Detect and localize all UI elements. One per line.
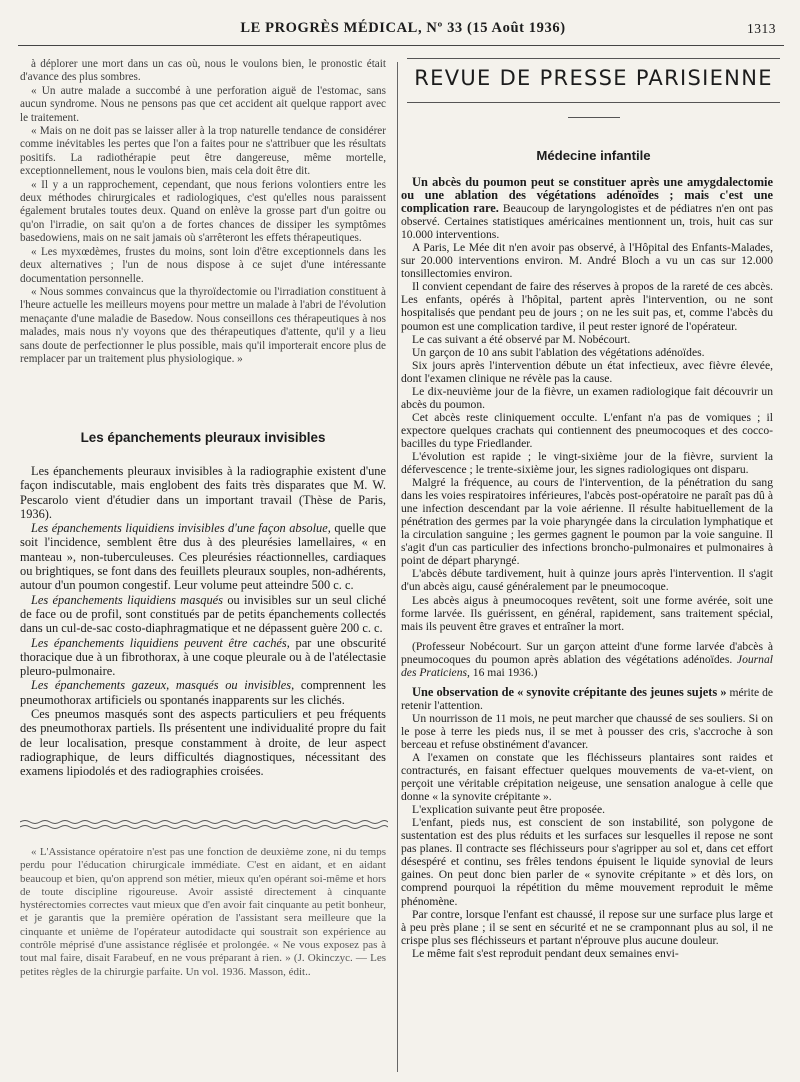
citation xyxy=(401,640,773,679)
page-number: 1313 xyxy=(747,21,776,36)
paragraph: « Un autre malade a succombé à une perforation aiguë de l'estomac, sans aucun syndrome. Nous ne pensons pas que cet accident ait quelque rapport avec le traitement. xyxy=(20,84,386,124)
paragraph: Il convient cependant de faire des réserves à propos de la rareté de ces abcès. Les enfants, opérés à l'hôpital, partent après l'intervention, ou ne sont hospitalisés que pendant peu de jours ; on ne les suit pas, et, comme l'abcès du poumon est une complication tardive, il peut rester ignoré de l'opérateur. xyxy=(401,280,773,333)
medecine-infantile-article xyxy=(401,176,773,960)
paragraph: Cet abcès reste cliniquement occulte. L'enfant n'a pas de vomiques ; il expectore quelques crachats qui contiennent des pneumocoques et des cocco-bacilles du type Friedlander. xyxy=(401,410,773,450)
paragraph: Malgré la fréquence, au cours de l'intervention, de la pénétration du sang dans les voies respiratoires inférieures, l'abcès post-opératoire ne paraît pas dû à une infection descendant par la voie aérienne. Il résulte habituellement de la pénétration des germes par la voie pharyngée dans la circulation lymphatique et la circulation sanguine ; les germes gagnent le poumon par la voie sanguine. Il s'agit d'un cas particulier des infections broncho-pulmonaires et pulmonaires à point de départ pharyngé. xyxy=(401,476,773,568)
paragraph: Ces pneumos masqués sont des aspects particuliers et peu fréquents des pneumothorax partiels. Ils présentent une individualité propre du fait de leur localisation, presque constamment à droite, de leur aspect radiographique, de leurs difficultés diagnostiques, nécessitant des examens lipiodolés et des radiographies croisées. xyxy=(20,707,386,779)
bold-lead: Un abcès du poumon peut se constituer après une amygdalectomie ou une ablation des végétations adénoïdes ; mais c'est une complication rare. xyxy=(401,175,773,216)
paragraph-text: ou invisibles sur un seul cliché de face ou de profil, sont constitués par de petits épanchements collectés dans un cul-de-sac costo-diaphragmatique et ne dépassent guère 200 c. c. xyxy=(20,592,386,636)
paragraph-text: mérite de retenir l'attention. xyxy=(401,685,774,712)
paragraph-text: comprennent les pneumothorax artificiels ou spontanés inapparents sur les clichés. xyxy=(20,678,386,707)
pleural-article xyxy=(20,464,386,779)
italic-lead: Les épanchements liquidiens masqués xyxy=(31,592,223,607)
paragraph: « Les myxœdèmes, frustes du moins, sont loin d'être exceptionnels dans les deux alternatives ; l'un de nous dispose à ce sujet d'une intéressante documentation personnelle. xyxy=(20,245,386,285)
paragraph: Le cas suivant a été observé par M. Nobécourt. xyxy=(412,332,631,346)
paragraph: Le même fait s'est reproduit pendant deux semaines envi- xyxy=(412,946,679,960)
paragraph-text: Beaucoup de laryngologistes et de pédiatres n'en ont pas observé. Certaines statistiques américaines mentionnent un, trois, huit cas sur 10.000 interventions. xyxy=(401,202,774,242)
section-title-medecine: Médecine infantile xyxy=(536,148,651,163)
page-header xyxy=(30,20,776,44)
paragraph: L'enfant, pieds nus, est conscient de son instabilité, son polygone de sustentation est des plus réduits et les surfaces sur lesquelles il repose ne sont pas planes. Il contracte ses fléchisseurs pour s'agripper au sol et, dans cet effort désespéré et continu, ses frêles tendons épuisent le liquide synovial de leurs gaines. On peut donc bien parler de « synovite crépitante » et dès lors, on comprend pourquoi la répétition du même mouvement reproduit le même phénomène. xyxy=(401,816,773,908)
paragraph: Un garçon de 10 ans subit l'ablation des végétations adénoïdes. xyxy=(412,345,705,359)
citation-date: 16 mai 1936.) xyxy=(469,665,538,679)
paragraph: Un nourrisson de 11 mois, ne peut marcher que chaussé de ses souliers. Si on le pose à terre les pieds nus, il se met à pousser des cris, s'accroche à son berceau et refuse obstinément d'avancer. xyxy=(401,711,773,751)
paragraph: A Paris, Le Mée dit n'en avoir pas observé, à l'Hôpital des Enfants-Malades, sur 20.000 interventions environ. M. André Bloch a vu un cas sur 12.000 tonsillectomies environ. xyxy=(401,241,773,281)
paragraph: Par contre, lorsque l'enfant est chaussé, il repose sur une surface plus large et à peu près plane ; il se sent en sécurité et ne se cramponnant plus au sol, il ne crispe plus ses fléchisseurs et partant n'éprouve plus aucune douleur. xyxy=(401,907,773,947)
citation-journal: Journal des Praticiens, xyxy=(401,652,773,679)
short-divider xyxy=(568,117,620,118)
paragraph: à déplorer une mort dans un cas où, nous le voulons bien, le pronostic était d'avance des plus sombres. xyxy=(20,58,386,84)
citation-text: (Professeur Nobécourt. Sur un garçon atteint d'une forme larvée d'abcès à pneumocoques du poumon après ablation des végétations adénoïdes. xyxy=(401,639,773,666)
paragraph: L'abcès débute tardivement, huit à quinze jours après l'intervention. Il s'agit d'un abcès aigu, causé généralement par le pneumocoque. xyxy=(401,567,773,594)
surgery-quote xyxy=(20,846,386,979)
bold-lead: Une observation de « synovite crépitante des jeunes sujets » xyxy=(412,684,727,699)
paragraph xyxy=(20,593,386,636)
revue-banner xyxy=(407,58,780,103)
paragraph: Le dix-neuvième jour de la fièvre, un examen radiologique fait découvrir un abcès du poumon. xyxy=(401,384,773,411)
italic-lead: Les épanchements liquidiens peuvent être cachés, xyxy=(31,635,290,650)
paragraph: A l'examen on constate que les fléchisseurs plantaires sont raides et contracturés, en faisant effectuer quelques mouvements de va-et-vient, on perçoit une véritable crépitation neigeuse, une sensation analogue à celle que donne « la synovite crépitante ». xyxy=(401,751,773,804)
italic-lead: Les épanchements liquidiens invisibles d'une façon absolue, xyxy=(31,521,331,536)
section-title-pleural: Les épanchements pleuraux invisibles xyxy=(80,430,326,445)
paragraph: Six jours après l'intervention débute un état infectieux, avec fièvre élevée, dont l'examen clinique ne révèle pas la cause. xyxy=(401,358,773,385)
journal-title: LE PROGRÈS MÉDICAL, Nº 33 (15 Août 1936) xyxy=(240,20,566,36)
paragraph: L'explication suivante peut être proposée. xyxy=(412,803,605,817)
column-divider xyxy=(397,62,398,1072)
paragraph: « L'Assistance opératoire n'est pas une fonction de deuxième zone, ni du temps perdu pour l'éducation chirurgicale immédiate. C'est en aidant, et en aidant beaucoup et bien, qu'on apprend son métier, mieux qu'en opérant soi-même et hors de toute discipline rigoureuse. Avoir assisté directement à cinquante hystérectomies correctes vaut mieux que d'en avoir fait cinquante au petit bonheur, et je garantis que la première opération de l'assistant sera meilleure que la cinquante et unième de l'opérateur autodidacte qui soustrait son expérience au contrôle méprisé d'une assistance réglisée et prolongée. « Ne vous exposez pas à tout mal faire, disait Farabeuf, en ne vous préparant à rien. » (J. Okinczyc. — Les petites règles de la chirurgie parfaite. Un vol. 1936. Masson, édit.. xyxy=(20,846,386,978)
lead-paragraph xyxy=(401,176,773,241)
paragraph xyxy=(20,521,386,592)
paragraph: L'évolution est rapide ; le vingt-sixième jour de la fièvre, survient la défervescence ; le trente-sixième jour, les signes radiologiques ont disparu. xyxy=(401,449,773,477)
paragraph-text: par une obscurité thoracique due à un fibrothorax, à une coque pleurale ou à de l'atélectasie pleuro-pulmonaire. xyxy=(20,635,386,679)
lead-paragraph xyxy=(401,686,773,712)
left-continuation-text xyxy=(20,58,386,366)
paragraph: « Nous sommes convaincus que la thyroïdectomie ou l'irradiation constituent à l'heure actuelle les meilleurs moyens pour mettre un malade à l'abri de l'évolution menaçante d'une maladie de Basedow. Nous conseillons ces thérapeutiques à nos malades, mais nous n'y voyons que des thérapeutiques d'attente, qu'il y a lieu sans doute de perfectionner le plus possible, mais qu'il importerait encore plus de remplacer par un traitement plus physiologique. » xyxy=(20,285,386,365)
paragraph: Les épanchements pleuraux invisibles à la radiographie existent d'une façon indiscutable, mais englobent des faits très disparates que M. W. Pescarolo vient d'étudier dans un important travail (Thèse de Paris, 1936). xyxy=(20,464,386,521)
paragraph: « Mais on ne doit pas se laisser aller à la trop naturelle tendance de considérer comme inévitables les pertes que l'on a faites pour ne s'attribuer que les résultats positifs. La radiothérapie peut être dangereuse, même mortelle, exceptionnellement, nous le voulons bien, mais cela doit être dit. xyxy=(20,125,386,178)
italic-lead: Les épanchements gazeux, masqués ou invisibles, xyxy=(31,678,295,693)
paragraph-text: quelle que soit l'incidence, semblent être dus à des pleurésies lamellaires, « en manteau », non-tuberculeuses. Ces pleurésies réactionnelles, cardiaques ou brightiques, se font dans des feuillets pleuraux souples, non-adhérents, autour d'un poumon congestif. Leur volume peut atteindre 500 c. c. xyxy=(20,521,386,593)
revue-title: REVUE DE PRESSE PARISIENNE xyxy=(414,66,773,90)
paragraph: Les abcès aigus à pneumocoques revêtent, soit une forme avérée, soit une forme larvée. Ils guérissent, en général, rapidement, sans traitement spécial, mais ils peuvent être graves et entraîner la mort. xyxy=(401,593,773,633)
paragraph: « Il y a un rapprochement, cependant, que nous ferions volontiers entre les deux méthodes chirurgicales et radiologiques, c'est qu'elles nous paraissent également brutales toutes deux. Quand on enlève la grosse part d'un goitre ou qu'on l'irradie, on sait qu'on a de fortes chances de dissiper les symptômes basedowiens, mais on ne sait jamais où s'arrêteront les effets thérapeutiques. xyxy=(20,178,386,245)
paragraph xyxy=(20,636,386,679)
ornamental-wave-divider xyxy=(20,818,388,832)
header-rule xyxy=(18,45,784,46)
paragraph xyxy=(20,678,386,707)
